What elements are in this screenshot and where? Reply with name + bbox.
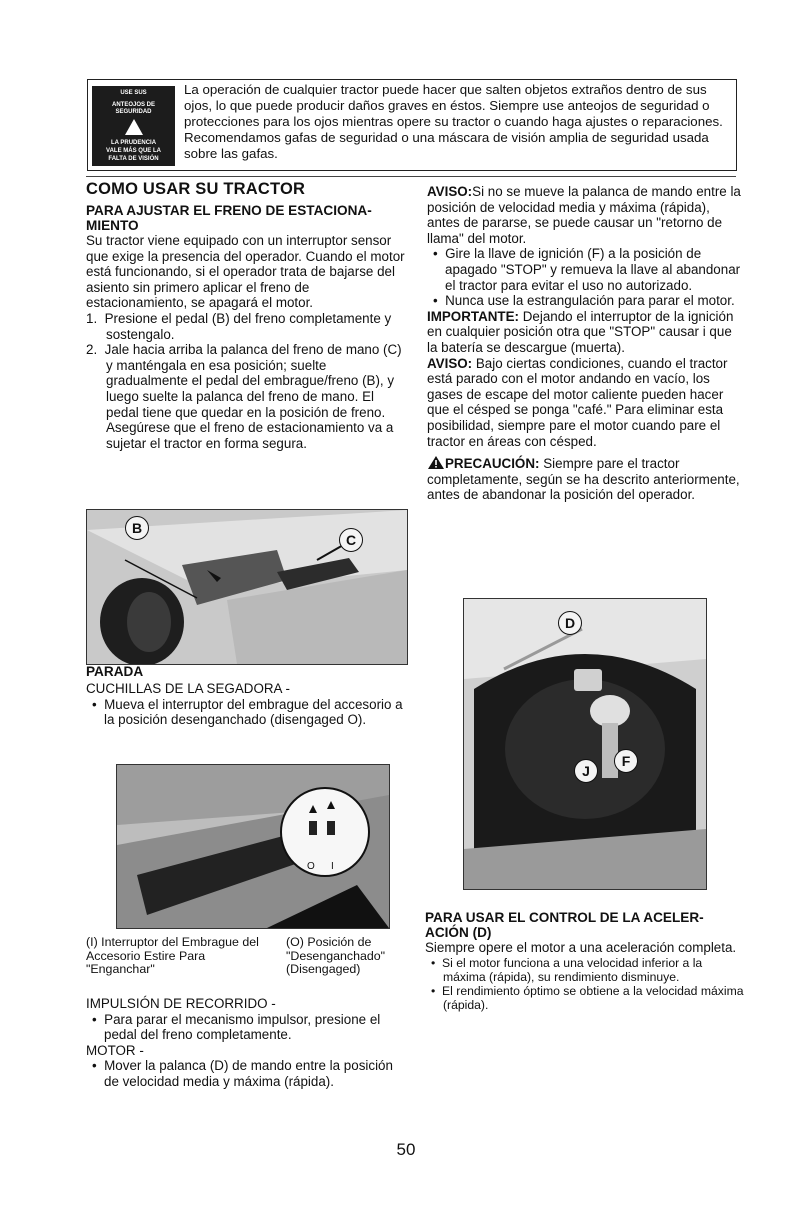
right-column-2 [425,910,745,1012]
switch-label-i: I [331,861,334,872]
ignition-item: • Gire la llave de ignición (F) a la posición de apagado "STOP" y remueva la llave al abandonar el tractor para evitar el uso no autorizado. [433,246,741,293]
divider [86,176,736,177]
brake-heading: PARA AJUSTAR EL FRENO DE ESTACIONA-MIENTO [86,203,372,233]
left-column-2 [86,664,408,728]
motor-heading: MOTOR - [86,1042,144,1058]
throttle-item-2: • El rendimiento óptimo se obtiene a la velocidad máxima (rápida). [431,983,744,1012]
section-title: COMO USAR SU TRACTOR [86,180,306,198]
clutch-switch-photo [116,764,390,929]
icon-caption: VALE MÁS QUE LA [106,148,161,154]
warning-text: La operación de cualquier tractor puede hacer que salten objetos extraños dentro de sus ojos, lo que puede producir daños graves en éstos. Siempre use anteojos de seguridad o protecciones para los ojos mientras opere su tractor o cuando haga ajustes o reparaciones. Recomendamos gafas de seguridad o una máscara de visión amplia de seguridad usada sobre las gafas. [184,82,723,161]
switch-label-o: O [307,861,315,872]
step-1: 1. Presione el pedal (B) del freno completamente y sostengalo. [86,310,392,342]
blades-item: • Mueva el interruptor del embrague del accesorio a la posición desenganchado (disengaged O). [92,696,403,728]
warning-triangle-icon [124,118,144,136]
caption-engage: (I) Interruptor del Embrague del Accesorio Estire Para "Enganchar" [86,935,259,977]
importante: IMPORTANTE: Dejando el interruptor de la ignición en cualquier posición otra que "STOP" causar i que la batería se descargue (muerta). [427,308,734,355]
dashboard-photo [463,598,707,890]
precaucion: PRECAUCIÓN: Siempre pare el tractor completamente, según se ha descrito anteriormente, antes de abandonar la posición del operador. [427,456,740,503]
right-column [427,184,743,503]
left-column [86,180,408,451]
stop-heading: PARADA [86,664,144,679]
drive-item: • Para parar el mecanismo impulsor, presione el pedal del freno completamente. [92,1011,381,1043]
callout-b: B [125,516,149,540]
callout-f: F [614,749,638,773]
page-number: 50 [396,1140,416,1159]
callout-j: J [574,759,598,783]
aviso-2: AVISO: Bajo ciertas condiciones, cuando el tractor está parado con el motor andando en vacío, los gases de escape del motor caliente pueden hacer que el césped se ponga "café." Para eliminar esta posibilidad, siempre pare el motor cuando pare el tractor en áreas con césped. [427,355,728,449]
motor-item: • Mover la palanca (D) de mando entre la posición de velocidad media y máxima (rápida). [92,1058,393,1089]
callout-c: C [339,528,363,552]
safety-warning-box [87,79,737,171]
icon-caption: FALTA DE VISIÓN [108,156,159,162]
callout-d: D [558,611,582,635]
caution-alert-icon [427,455,445,470]
aviso-1: AVISO:Si no se mueve la palanca de mando entre la posición de velocidad media y máxima (rápida), antes de pararse, se puede causar un "retorno de llama" del motor. [427,184,741,246]
step-2: 2. Jale hacia arriba la palanca del freno de mano (C) y manténgala en esa posición; suelte gradualmente el pedal del embrague/freno (B), y luego suelte la palanca del freno de mano. El pedal tiene que quedar en la posición de freno. Asegúrese que el freno de estacionamiento va a sujetar el tractor en forma segura. [86,342,402,451]
blades-heading: CUCHILLAS DE LA SEGADORA - [86,681,290,696]
safety-glasses-warning-icon [92,86,175,166]
icon-caption: USE SUS [120,90,147,96]
icon-caption: SEGURIDAD [115,109,152,115]
icon-caption: LA PRUDENCIA [110,140,157,146]
brake-photo [86,509,408,665]
icon-caption: ANTEOJOS DE [111,102,155,108]
drive-heading: IMPULSIÓN DE RECORRIDO - [86,996,276,1011]
throttle-item-1: • Si el motor funciona a una velocidad inferior a la máxima (rápida), su rendimiento disminuye. [431,955,703,984]
left-column-3 [86,996,408,1090]
choke-item: • Nunca use la estrangulación para parar el motor. [433,293,735,309]
brake-intro: Su tractor viene equipado con un interruptor sensor que exige la presencia del operador. Cuando el motor está funcionando, si el operador trata de bajarse del asiento sin primero aplicar el freno de estacionamiento, se apagará el motor. [86,233,405,311]
throttle-intro: Siempre opere el motor a una aceleración completa. [425,940,737,955]
caption-disengage: (O) Posición de "Desenganchado" (Disengaged) [286,935,386,977]
throttle-heading: PARA USAR EL CONTROL DE LA ACELER-ACIÓN (D) [425,910,704,940]
